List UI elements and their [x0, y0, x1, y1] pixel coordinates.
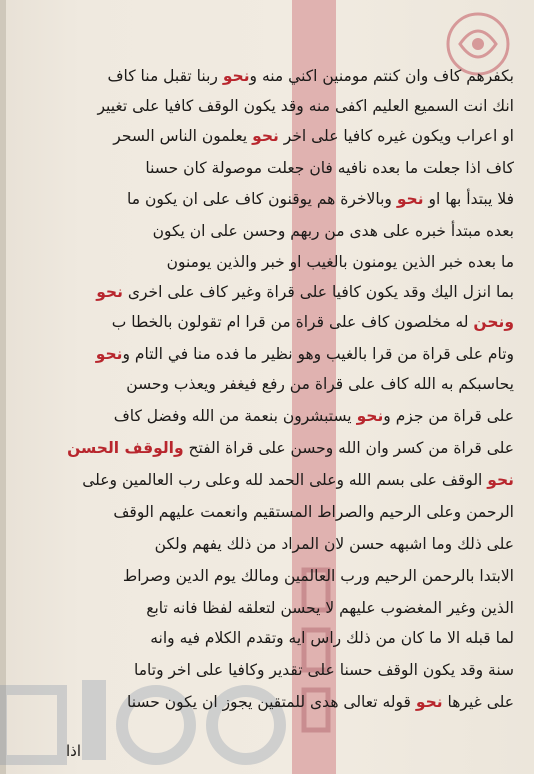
- text-line-1: بكفرهم كاف وان كنتم مومنين اكني منه ونحو ربنا تقبل منا كاف: [107, 67, 514, 85]
- text-line-9: ونحن له مخلصون كاف على قراة من قرا ام تقولون بالخطا ب: [111, 313, 514, 331]
- text-line-16: على ذلك وما اشبهه حسن لان المراد من ذلك يفهم ولكن: [154, 535, 514, 553]
- text-line-5: فلا يبتدأ بها او نحو وبالاخرة هم يوقنون كاف على ان يكون ما: [127, 190, 514, 208]
- text-line-6: بعده مبتدأ خبره على هدى من ربهم وحسن على ان يكون: [152, 222, 514, 240]
- text-line-4: كاف اذا جعلت ما بعده نافيه فان جعلت موصولة كان حسنا: [145, 159, 514, 177]
- text-line-7: ما بعده خبر الذين يومنون بالغيب او خبر والذين يومنون: [166, 253, 514, 271]
- text-line-8: بما انزل اليك وقد يكون كافيا على قراة وغير كاف على اخرى نحو: [96, 283, 514, 301]
- text-line-2: انك انت السميع العليم اكفى منه وقد يكون الوقف كافيا على تغيير: [97, 97, 514, 115]
- manuscript-text-block: [28, 62, 514, 722]
- text-line-19: لما قبله الا ما كان من ذلك راس ايه وتقدم الكلام فيه وانه: [150, 629, 514, 647]
- text-line-14: نحو الوقف على بسم الله وعلى الحمد لله وعلى رب العالمين وعلى: [82, 471, 514, 489]
- text-line-3: او اعراب ويكون غيره كافيا على اخر نحو يعلمون الناس السحر: [113, 127, 514, 145]
- text-line-10: وتام على قراة من قرا بالغيب وهو نظير ما فده منا في التام ونحو: [95, 345, 514, 363]
- text-line-13: على قراة من كسر وان الله وحسن على قراة الفتح والوقف الحسن: [67, 439, 514, 457]
- text-line-21: على غيرها نحو قوله تعالى هدى للمتقين يجوز ان يكون حسنا: [127, 693, 514, 711]
- catchword: اذا: [66, 742, 82, 760]
- text-line-17: الابتدا بالرحمن الرحيم ورب العالمين ومالك يوم الدين وصراط: [122, 567, 514, 585]
- text-line-18: الذين وغير المغضوب عليهم لا يحسن لتعلقه لفظا فانه تابع: [146, 599, 514, 617]
- text-line-15: الرحمن وعلى الرحيم والصراط المستقيم وانعمت عليهم الوقف: [113, 503, 514, 521]
- text-line-12: على قراة من جزم ونحو يستبشرون بنعمة من الله وفضل كاف: [113, 407, 514, 425]
- text-line-20: سنة وقد يكون الوقف حسنا على تقدير وكافيا على اخر وتاما: [134, 661, 514, 679]
- text-line-11: يحاسبكم به الله كاف على قراة من رفع فيغفر ويعذب وحسن: [126, 375, 514, 393]
